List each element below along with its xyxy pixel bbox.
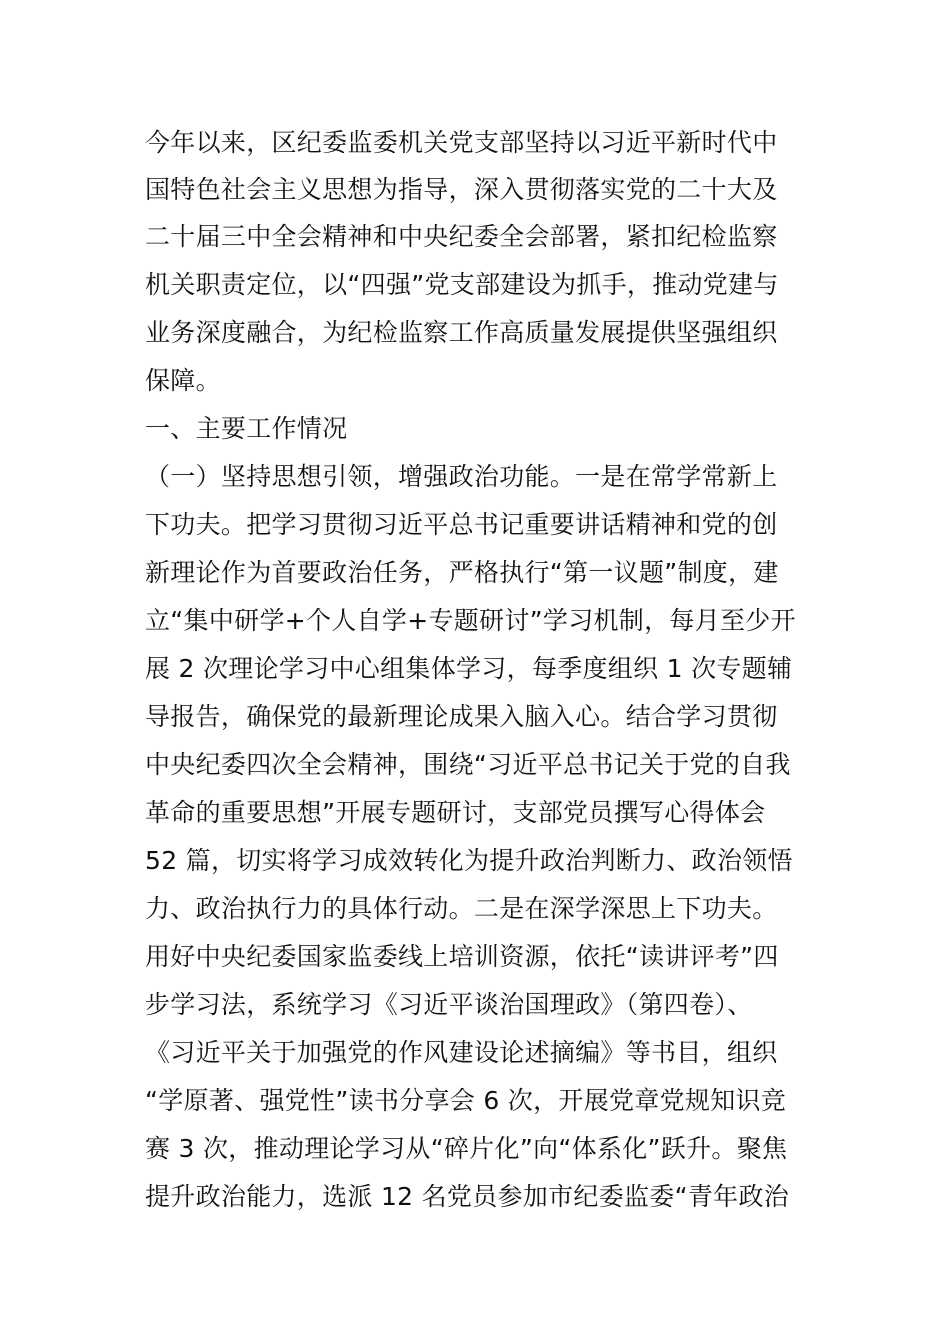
body-line-1: （一）坚持思想引领，增强政治功能。一是在常学常新上 — [145, 462, 778, 491]
body-line-16: 提升政治能力，选派 12 名党员参加市纪委监委“青年政治 — [145, 1182, 790, 1211]
body-line-14: “学原著、强党性”读书分享会 6 次，开展党章党规知识竞 — [145, 1086, 787, 1115]
body-line-10: 力、政治执行力的具体行动。二是在深学深思上下功夫。 — [145, 894, 778, 923]
body-line-5: 展 2 次理论学习中心组集体学习，每季度组织 1 次专题辅 — [145, 654, 793, 683]
body-line-12: 步学习法，系统学习《习近平谈治国理政》（第四卷）、 — [145, 990, 753, 1019]
intro-line-1: 今年以来，区纪委监委机关党支部坚持以习近平新时代中 — [145, 128, 778, 157]
body-line-9: 52 篇，切实将学习成效转化为提升政治判断力、政治领悟 — [145, 846, 793, 875]
body-line-8: 革命的重要思想”开展专题研讨，支部党员撰写心得体会 — [145, 798, 766, 827]
body-line-4: 立“集中研学+个人自学+专题研讨”学习机制，每月至少开 — [145, 606, 796, 635]
body-line-7: 中央纪委四次全会精神，围绕“习近平总书记关于党的自我 — [145, 750, 791, 779]
intro-line-5: 业务深度融合，为纪检监察工作高质量发展提供坚强组织 — [145, 318, 778, 347]
body-line-2: 下功夫。把学习贯彻习近平总书记重要讲话精神和党的创 — [145, 510, 778, 539]
body-line-13: 《习近平关于加强党的作风建设论述摘编》等书目，组织 — [145, 1038, 778, 1067]
intro-line-2: 国特色社会主义思想为指导，深入贯彻落实党的二十大及 — [145, 175, 778, 204]
body-line-15: 赛 3 次，推动理论学习从“碎片化”向“体系化”跃升。聚焦 — [145, 1134, 788, 1163]
intro-line-6: 保障。 — [145, 366, 221, 395]
intro-line-4: 机关职责定位，以“四强”党支部建设为抓手，推动党建与 — [145, 270, 779, 299]
section-heading: 一、主要工作情况 — [145, 414, 348, 443]
body-line-3: 新理论作为首要政治任务，严格执行“第一议题”制度，建 — [145, 558, 779, 587]
body-line-11: 用好中央纪委国家监委线上培训资源，依托“读讲评考”四 — [145, 942, 779, 971]
body-line-6: 导报告，确保党的最新理论成果入脑入心。结合学习贯彻 — [145, 702, 778, 731]
intro-line-3: 二十届三中全会精神和中央纪委全会部署，紧扣纪检监察 — [145, 222, 778, 251]
